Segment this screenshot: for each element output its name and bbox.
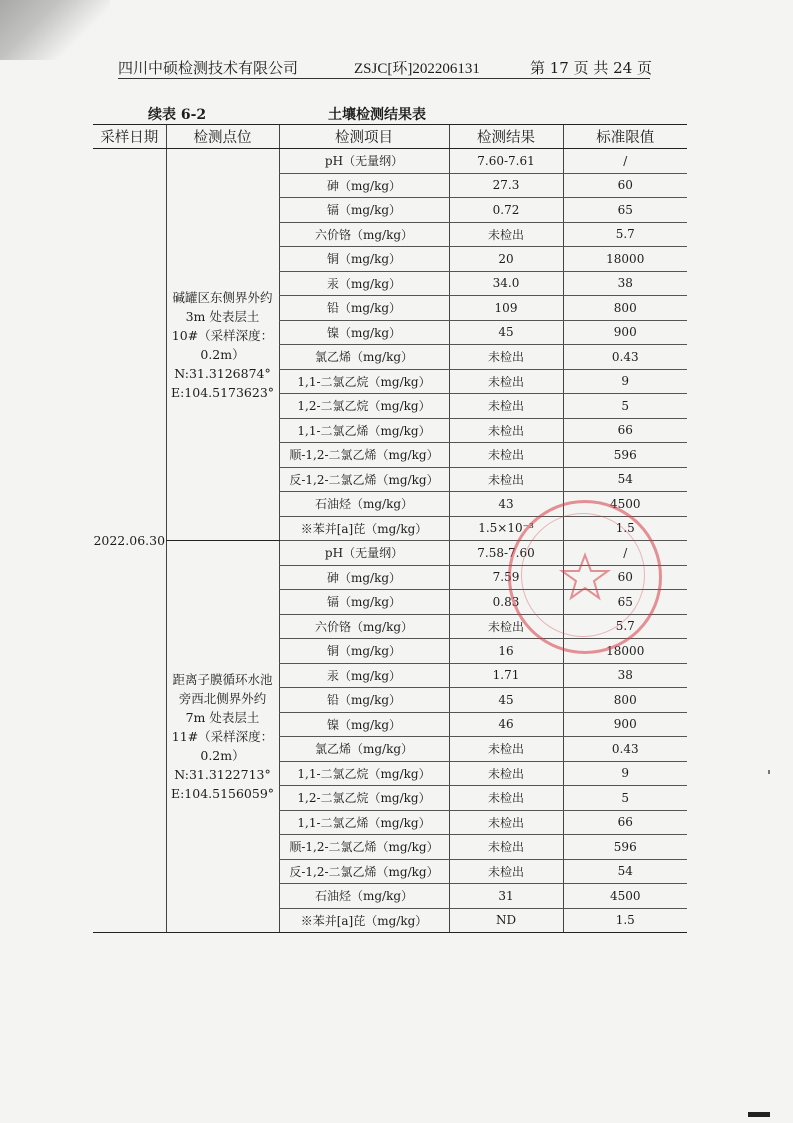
item-cell: 镉（mg/kg）	[279, 590, 449, 615]
table-title: 土壤检测结果表	[328, 107, 426, 123]
result-cell: 未检出	[449, 345, 563, 370]
item-cell: 氯乙烯（mg/kg）	[279, 737, 449, 762]
limit-cell: 1.5	[563, 908, 687, 933]
limit-cell: 900	[563, 712, 687, 737]
limit-cell: 4500	[563, 884, 687, 909]
limit-cell: 800	[563, 296, 687, 321]
item-cell: pH（无量纲）	[279, 541, 449, 566]
limit-cell: 60	[563, 173, 687, 198]
item-cell: 反-1,2-二氯乙烯（mg/kg）	[279, 467, 449, 492]
limit-cell: 65	[563, 590, 687, 615]
item-cell: 镉（mg/kg）	[279, 198, 449, 223]
item-cell: 汞（mg/kg）	[279, 271, 449, 296]
limit-cell: 0.43	[563, 737, 687, 762]
limit-cell: 5	[563, 394, 687, 419]
location-cell: 碱罐区东侧界外约 3m 处表层土 10#（采样深度：0.2m）N:31.3126874° E:104.5173623°	[166, 149, 279, 541]
report-number: ZSJC[环]202206131	[354, 61, 480, 77]
item-cell: 汞（mg/kg）	[279, 663, 449, 688]
limit-cell: 596	[563, 835, 687, 860]
limit-cell: 54	[563, 859, 687, 884]
limit-cell: 9	[563, 761, 687, 786]
item-cell: pH（无量纲）	[279, 149, 449, 174]
table-number: 续表 6-2	[148, 107, 207, 123]
result-cell: 1.71	[449, 663, 563, 688]
item-cell: 石油烃（mg/kg）	[279, 884, 449, 909]
item-cell: 1,1-二氯乙烷（mg/kg）	[279, 761, 449, 786]
limit-cell: 18000	[563, 639, 687, 664]
item-cell: 六价铬（mg/kg）	[279, 614, 449, 639]
item-cell: 1,1-二氯乙烯（mg/kg）	[279, 418, 449, 443]
item-cell: 石油烃（mg/kg）	[279, 492, 449, 517]
limit-cell: 38	[563, 663, 687, 688]
result-cell: 45	[449, 320, 563, 345]
result-cell: 未检出	[449, 810, 563, 835]
result-cell: 27.3	[449, 173, 563, 198]
result-cell: 45	[449, 688, 563, 713]
item-cell: 砷（mg/kg）	[279, 173, 449, 198]
result-cell: 未检出	[449, 737, 563, 762]
soil-results-table	[93, 124, 687, 933]
item-cell: 顺-1,2-二氯乙烯（mg/kg）	[279, 835, 449, 860]
limit-cell: 5.7	[563, 614, 687, 639]
limit-cell: 1.5	[563, 516, 687, 541]
item-cell: 1,2-二氯乙烷（mg/kg）	[279, 394, 449, 419]
limit-cell: 900	[563, 320, 687, 345]
result-cell: 20	[449, 247, 563, 272]
result-cell: 未检出	[449, 761, 563, 786]
col-header-result: 检测结果	[449, 125, 563, 149]
result-cell: 109	[449, 296, 563, 321]
company-name: 四川中硕检测技术有限公司	[118, 59, 299, 77]
result-cell: 7.58-7.60	[449, 541, 563, 566]
result-cell: 未检出	[449, 467, 563, 492]
table-header-row	[93, 125, 687, 149]
col-header-location: 检测点位	[166, 125, 279, 149]
item-cell: 铅（mg/kg）	[279, 296, 449, 321]
result-cell: ND	[449, 908, 563, 933]
limit-cell: 18000	[563, 247, 687, 272]
page-number: 第 17 页 共 24 页	[530, 59, 653, 77]
col-header-limit: 标准限值	[563, 125, 687, 149]
result-cell: 7.60-7.61	[449, 149, 563, 174]
result-cell: 未检出	[449, 859, 563, 884]
item-cell: 1,1-二氯乙烯（mg/kg）	[279, 810, 449, 835]
col-header-item: 检测项目	[279, 125, 449, 149]
limit-cell: 66	[563, 418, 687, 443]
item-cell: 反-1,2-二氯乙烯（mg/kg）	[279, 859, 449, 884]
limit-cell: 38	[563, 271, 687, 296]
item-cell: 六价铬（mg/kg）	[279, 222, 449, 247]
scan-speck	[768, 770, 770, 774]
result-cell: 46	[449, 712, 563, 737]
limit-cell: /	[563, 149, 687, 174]
item-cell: 1,2-二氯乙烷（mg/kg）	[279, 786, 449, 811]
result-cell: 未检出	[449, 443, 563, 468]
item-cell: 1,1-二氯乙烷（mg/kg）	[279, 369, 449, 394]
page-header	[118, 52, 653, 79]
result-cell: 16	[449, 639, 563, 664]
scan-page-shadow	[0, 0, 110, 60]
result-cell: 0.72	[449, 198, 563, 223]
limit-cell: 54	[563, 467, 687, 492]
table-row	[93, 541, 687, 566]
limit-cell: 5.7	[563, 222, 687, 247]
result-cell: 7.59	[449, 565, 563, 590]
item-cell: 氯乙烯（mg/kg）	[279, 345, 449, 370]
item-cell: ※苯并[a]芘（mg/kg）	[279, 908, 449, 933]
item-cell: 铅（mg/kg）	[279, 688, 449, 713]
limit-cell: /	[563, 541, 687, 566]
result-cell: 43	[449, 492, 563, 517]
col-header-date: 采样日期	[93, 125, 166, 149]
result-cell: 未检出	[449, 369, 563, 394]
result-cell: 未检出	[449, 614, 563, 639]
result-cell: 34.0	[449, 271, 563, 296]
item-cell: 砷（mg/kg）	[279, 565, 449, 590]
limit-cell: 4500	[563, 492, 687, 517]
limit-cell: 596	[563, 443, 687, 468]
result-cell: 31	[449, 884, 563, 909]
limit-cell: 5	[563, 786, 687, 811]
result-cell: 未检出	[449, 835, 563, 860]
result-cell: 未检出	[449, 394, 563, 419]
scan-edge-mark	[748, 1112, 770, 1117]
result-cell: 未检出	[449, 418, 563, 443]
limit-cell: 0.43	[563, 345, 687, 370]
result-cell: 未检出	[449, 222, 563, 247]
item-cell: 铜（mg/kg）	[279, 639, 449, 664]
limit-cell: 9	[563, 369, 687, 394]
limit-cell: 65	[563, 198, 687, 223]
item-cell: 镍（mg/kg）	[279, 320, 449, 345]
result-cell: 0.83	[449, 590, 563, 615]
item-cell: 铜（mg/kg）	[279, 247, 449, 272]
result-cell: 1.5×10⁻³	[449, 516, 563, 541]
location-cell: 距离子膜循环水池旁西北侧界外约 7m 处表层土 11#（采样深度：0.2m）N:31.3122713° E:104.5156059°	[166, 541, 279, 933]
result-cell: 未检出	[449, 786, 563, 811]
limit-cell: 60	[563, 565, 687, 590]
limit-cell: 800	[563, 688, 687, 713]
item-cell: 顺-1,2-二氯乙烯（mg/kg）	[279, 443, 449, 468]
item-cell: ※苯并[a]芘（mg/kg）	[279, 516, 449, 541]
limit-cell: 66	[563, 810, 687, 835]
sampling-date-cell: 2022.06.30	[93, 149, 166, 933]
item-cell: 镍（mg/kg）	[279, 712, 449, 737]
table-row	[93, 149, 687, 174]
